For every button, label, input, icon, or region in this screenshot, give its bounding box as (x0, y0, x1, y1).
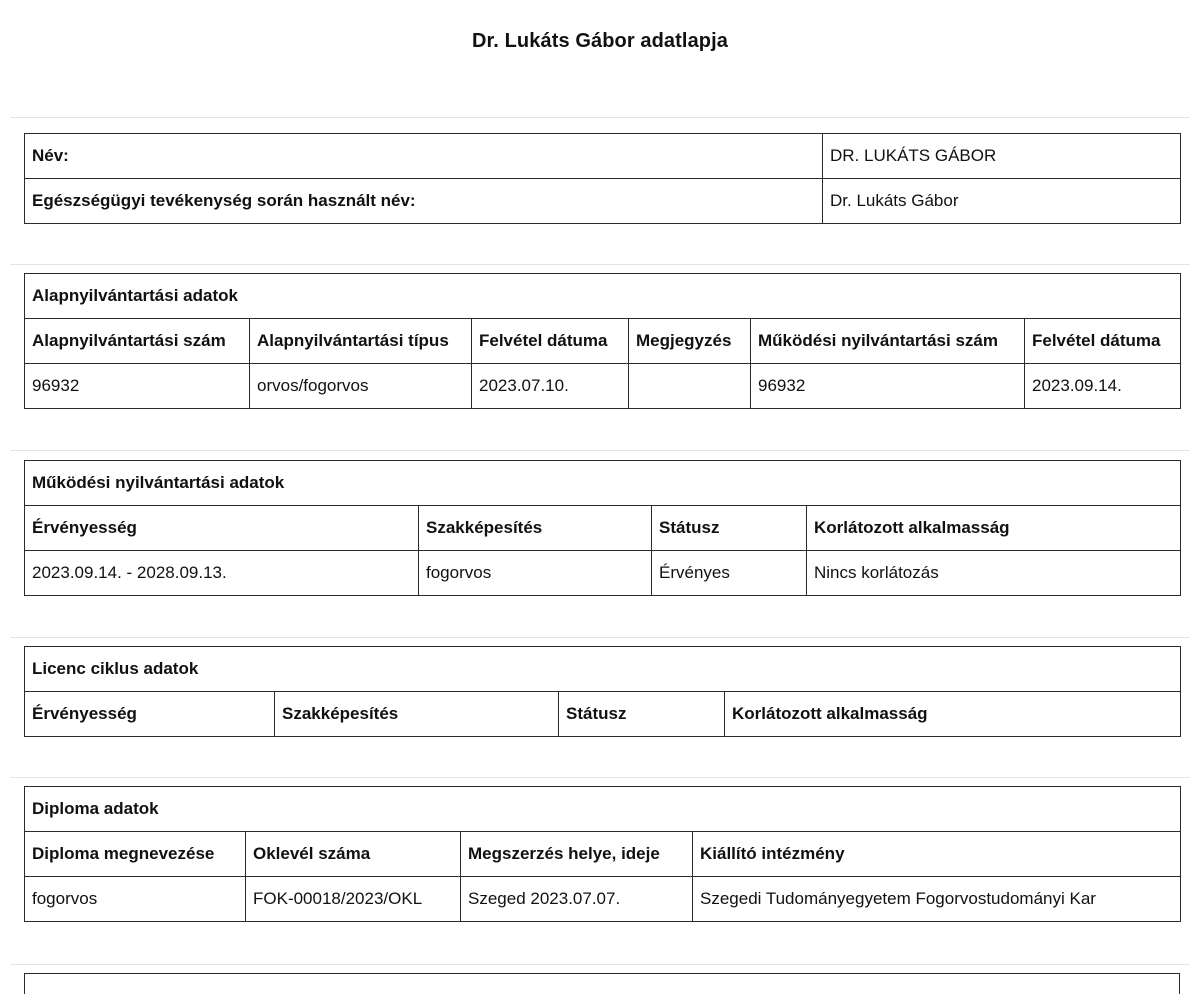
table-row (25, 364, 1181, 409)
column-header: Korlátozott alkalmasság (725, 692, 1181, 737)
column-header: Alapnyilvántartási típus (250, 319, 472, 364)
table-cell: Érvényes (652, 551, 807, 596)
column-header: Szakképesítés (275, 692, 559, 737)
column-header: Státusz (652, 506, 807, 551)
health-name-value: Dr. Lukáts Gábor (823, 179, 1181, 224)
table-header-row (25, 506, 1181, 551)
column-header: Státusz (559, 692, 725, 737)
table-cell: fogorvos (25, 877, 246, 922)
section-caption: Licenc ciklus adatok (25, 647, 1181, 692)
table-cell: 2023.09.14. - 2028.09.13. (25, 551, 419, 596)
table-row (25, 551, 1181, 596)
table-cell: fogorvos (419, 551, 652, 596)
table-cell: 2023.09.14. (1025, 364, 1181, 409)
column-header: Felvétel dátuma (472, 319, 629, 364)
section-divider (10, 777, 1190, 778)
column-header: Működési nyilvántartási szám (751, 319, 1025, 364)
column-header: Oklevél száma (246, 832, 461, 877)
page-title: Dr. Lukáts Gábor adatlapja (471, 30, 728, 52)
table-caption-row (25, 787, 1181, 832)
table-row (25, 877, 1181, 922)
name-label: Név: (25, 134, 823, 179)
section-divider (10, 264, 1190, 265)
section-divider (10, 964, 1190, 965)
table-caption-row (25, 647, 1181, 692)
table-cell: 96932 (25, 364, 250, 409)
table-caption-row (25, 274, 1181, 319)
column-header: Felvétel dátuma (1025, 319, 1181, 364)
license-cycle-table (24, 646, 1181, 737)
diploma-table (24, 786, 1181, 922)
table-header-row (25, 319, 1181, 364)
section-divider (10, 637, 1190, 638)
table-row (25, 179, 1181, 224)
table-header-row (25, 692, 1181, 737)
table-cell (629, 364, 751, 409)
next-section-table (24, 973, 1180, 994)
table-header-row (25, 832, 1181, 877)
section-caption: Működési nyilvántartási adatok (25, 461, 1181, 506)
column-header: Kiállító intézmény (693, 832, 1181, 877)
section-divider (10, 450, 1190, 451)
table-row (25, 134, 1181, 179)
section-caption: Alapnyilvántartási adatok (25, 274, 1181, 319)
name-value: DR. LUKÁTS GÁBOR (823, 134, 1181, 179)
basic-registry-table (24, 273, 1181, 409)
identity-table (24, 133, 1181, 224)
table-cell: orvos/fogorvos (250, 364, 472, 409)
section-divider (10, 117, 1190, 118)
column-header: Alapnyilvántartási szám (25, 319, 250, 364)
column-header: Érvényesség (25, 692, 275, 737)
health-name-label: Egészségügyi tevékenység során használt név: (25, 179, 823, 224)
table-caption-row (25, 461, 1181, 506)
table-cell: FOK-00018/2023/OKL (246, 877, 461, 922)
column-header: Korlátozott alkalmasság (807, 506, 1181, 551)
table-cell: 96932 (751, 364, 1025, 409)
table-cell: Szeged 2023.07.07. (461, 877, 693, 922)
column-header: Megjegyzés (629, 319, 751, 364)
section-caption: Diploma adatok (25, 787, 1181, 832)
operating-registry-table (24, 460, 1181, 596)
column-header: Megszerzés helye, ideje (461, 832, 693, 877)
table-cell: Nincs korlátozás (807, 551, 1181, 596)
column-header: Diploma megnevezése (25, 832, 246, 877)
column-header: Szakképesítés (419, 506, 652, 551)
table-cell: Szegedi Tudományegyetem Fogorvostudományi Kar (693, 877, 1181, 922)
table-cell: 2023.07.10. (472, 364, 629, 409)
column-header: Érvényesség (25, 506, 419, 551)
